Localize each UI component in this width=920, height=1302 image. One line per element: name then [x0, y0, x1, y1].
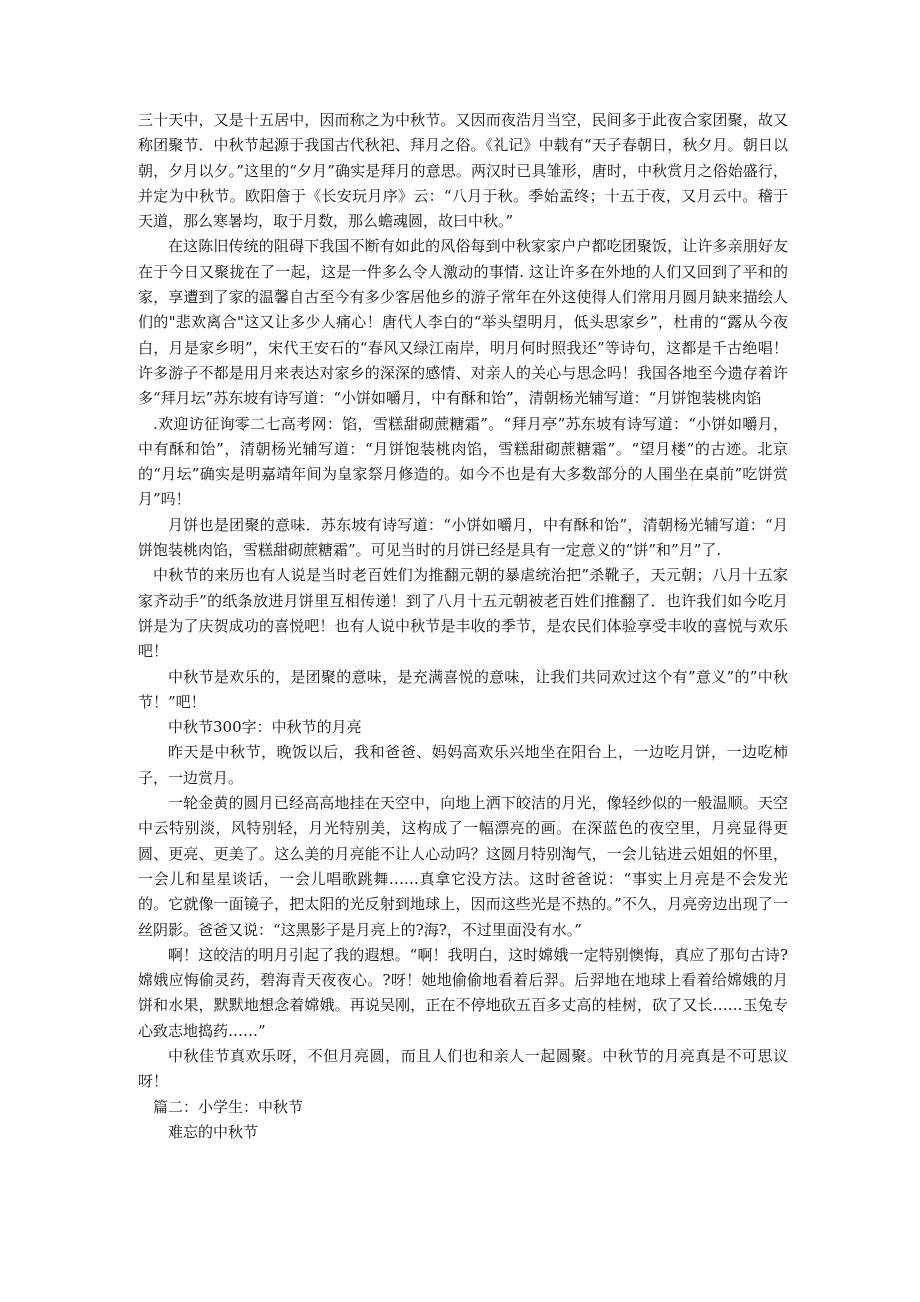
paragraph-origin: 三十天中，又是十五居中，因而称之为中秋节。又因而夜浩月当空，民间多于此夜合家团聚，故又称团聚节．中秋节起源于我国古代秋祀、拜月之俗。《礼记》中载有“天子春朝日，秋夕月。朝日以朝，夕月以夕。”这里的“夕月”确实是拜月的意思。两汉时已具雏形，唐时，中秋赏月之俗始盛行，并定为中秋节。欧阳詹于《长安玩月序》云：“八月于秋。季始孟终；十五于夜，又月云中。稽于天道，那么寒暑均，取于月数，那么蟾魂圆，故曰中秋。”: [138, 111, 788, 231]
paragraph-golden-moon: 一轮金黄的圆月已经高高地挂在天空中，向地上洒下皎洁的月光，像轻纱似的一般温顺。天空中云特别淡，风特别轻，月光特别美，这构成了一幅漂亮的画。在深蓝色的夜空里，月亮显得更圆、更亮、更美了。这么美的月亮能不让人心动吗？这圆月特别淘气，一会儿钻进云姐姐的怀里，一会儿和星星谈话，一会儿唱歌跳舞……真拿它没方法。这时爸爸说：“事实上月亮是不会发光的。它就像一面镜子，把太阳的光反射到地球上，因而这些光是不热的。”不久，月亮旁边出现了一丝阴影。爸爸又说：“这黑影子是月亮上的?海?，不过里面没有水。”: [138, 794, 788, 939]
paragraph-yesterday: 昨天是中秋节，晚饭以后，我和爸爸、妈妈高欢乐兴地坐在阳台上，一边吃月饼，一边吃柿子，一边赏月。: [138, 743, 788, 787]
essay-title-unforgettable: 难忘的中秋节: [168, 1122, 259, 1141]
paragraph-history-legend: 中秋节的来历也有人说是当时老百姓们为推翻元朝的暴虐统治把”杀靴子，天元朝；八月十五家家齐动手”的纸条放进月饼里互相传递！到了八月十五元朝被老百姓们推翻了．也许我们如今吃月饼是为了庆贺成功的喜悦吧！也有人说中秋节是丰收的季节，是农民们体验享受丰收的喜悦与欢乐吧！: [138, 566, 788, 661]
document-page: [138, 108, 788, 1145]
paragraph-moon-pavilion: .欢迎访征询零二七高考网：馅，雪糕甜砌蔗糖霜”。“拜月亭”苏东坡有诗写道：“小饼如嚼月，中有酥和饴”，清朝杨光辅写道：“月饼饱装桃肉馅，雪糕甜砌蔗糖霜”。“望月楼”的古迹。北京的“月坛”确实是明嘉靖年间为皇家祭月修造的。如今不也是有大多数部分的人围坐在桌前”吃饼赏月”吗！: [138, 414, 788, 509]
paragraph-mooncake-meaning: 月饼也是团聚的意味．苏东坡有诗写道：“小饼如嚼月，中有酥和饴”，清朝杨光辅写道：“月饼饱装桃肉馅，雪糕甜砌蔗糖霜”。可见当时的月饼已经是具有一定意义的”饼”和”月”了.: [138, 515, 788, 560]
paragraph-reverie: 啊！这皎洁的明月引起了我的遐想。“啊！我明白，这时嫦娥一定特别懊悔，真应了那句古诗?嫦娥应悔偷灵药，碧海青天夜夜心。?呀！她地偷偷地看着后羿。后羿地在地球上看着给嫦娥的月饼和水果，默默地想念着嫦娥。再说吴刚，正在不停地砍五百多丈高的桂树，砍了又长……玉兔专心致志地捣药……”: [138, 945, 788, 1040]
paragraph-tradition: 在这陈旧传统的阻碍下我国不断有如此的风俗每到中秋家家户户都吃团聚饭，让许多亲朋好友在于今日又聚拢在了一起，这是一件多么令人激动的事情. 这让许多在外地的人们又回到了平和的家，享遭到了家的温馨自古至今有多少客居他乡的游子常年在外这使得人们常用月圆月缺来描绘人们的"悲欢离合"这又让多少人痛心！唐代人李白的“举头望明月，低头思家乡”，杜甫的“露从今夜白，月是家乡明”，宋代王安石的“春风又绿江南岸，明月何时照我还”等诗句，这都是千古绝唱！许多游子不都是用月来表达对家乡的深深的感情、对亲人的关心与思念吗！我国各地至今遗存着许多“拜月坛”苏东坡有诗写道：“小饼如嚼月，中有酥和饴”，清朝杨光辅写道：“月饼饱装桃肉馅: [138, 237, 788, 408]
essay-title-moon: 中秋节300字：中秋节的月亮: [168, 718, 362, 737]
paragraph-joyful-festival: 中秋节是欢乐的，是团聚的意味，是充满喜悦的意味，让我们共同欢过这个有”意义”的”中秋节！”吧！: [138, 667, 788, 711]
paragraph-happy-festival: 中秋佳节真欢乐呀，不但月亮圆，而且人们也和亲人一起圆聚。中秋节的月亮真是不可思议呀！: [138, 1046, 788, 1091]
section-heading-part-two: 篇二：小学生：中秋节: [153, 1097, 304, 1116]
